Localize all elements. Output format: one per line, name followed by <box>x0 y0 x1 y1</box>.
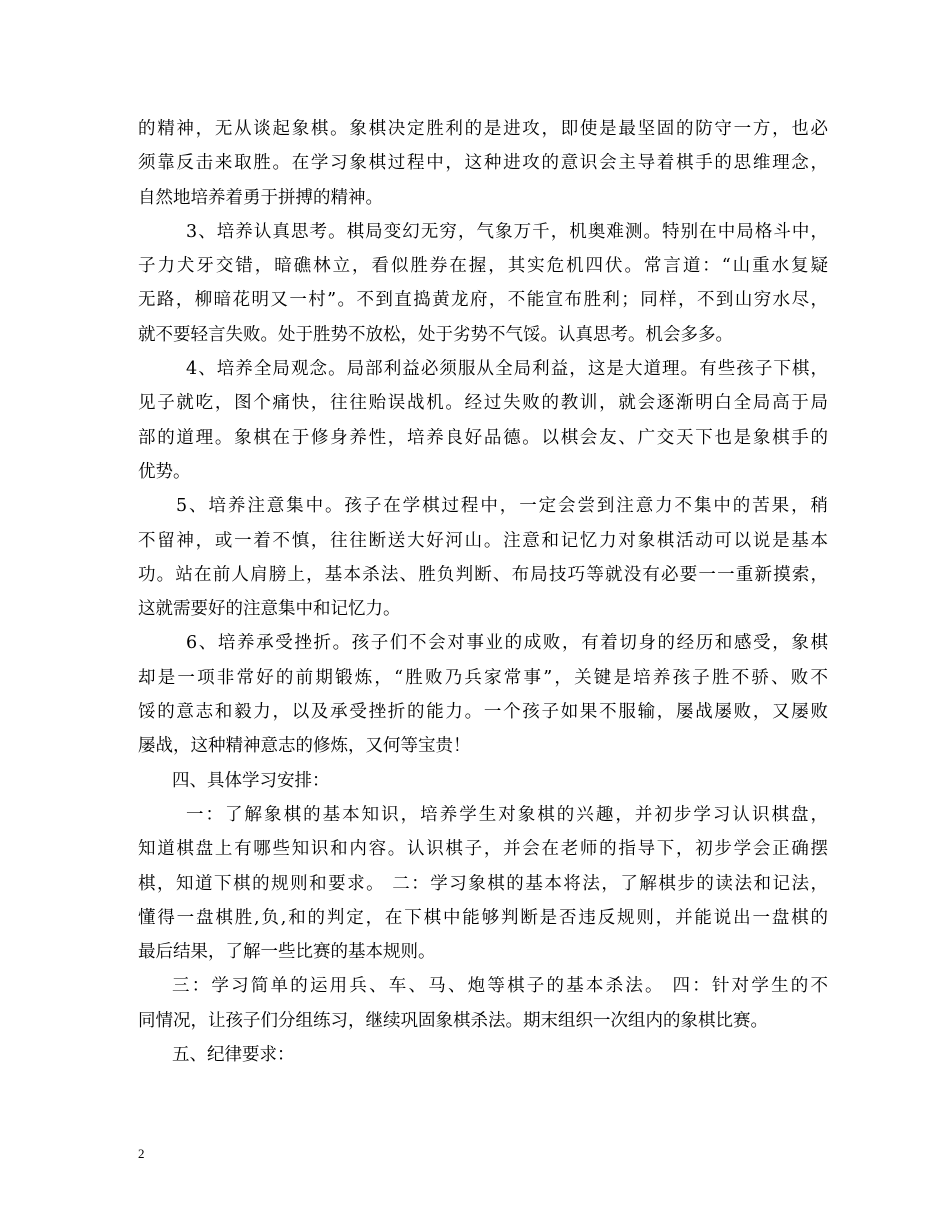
text-line: 棋，知道下棋的规则和要求。 二：学习象棋的基本将法，了解棋步的读法和记法， <box>138 873 828 894</box>
body-text <box>138 112 828 1072</box>
text-line: 就不要轻言失败。处于胜势不放松，处于劣势不气馁。认真思考。机会多多。 <box>138 324 733 345</box>
text-line: 五、纪律要求： <box>172 1045 295 1066</box>
text-line: 部的道理。象棋在于修身养性，培养良好品德。以棋会友、广交天下也是象棋手的 <box>138 427 828 448</box>
text-line: 三：学习简单的运用兵、车、马、炮等棋子的基本杀法。 四：针对学生的不 <box>172 976 828 997</box>
text-line: 同情况，让孩子们分组练习，继续巩固象棋杀法。期末组织一次组内的象棋比赛。 <box>138 1010 768 1031</box>
page-number: 2 <box>138 1146 145 1161</box>
text-line: 的精神，无从谈起象棋。象棋决定胜利的是进攻，即使是最坚固的防守一方，也必 <box>138 119 828 139</box>
text-line: 自然地培养着勇于拼搏的精神。 <box>138 187 383 208</box>
text-line: 6、培养承受挫折。孩子们不会对事业的成败，有着切身的经历和感受，象棋 <box>186 633 828 654</box>
text-line: 子力犬牙交错，暗礁林立，看似胜券在握，其实危机四伏。常言道：“山重水复疑 <box>138 256 828 277</box>
text-line: 最后结果，了解一些比赛的基本规则。 <box>138 942 436 963</box>
text-line: 不留神，或一着不慎，往往断送大好河山。注意和记忆力对象棋活动可以说是基本 <box>138 530 828 551</box>
text-line: 3、培养认真思考。棋局变幻无穷，气象万千，机奥难测。特别在中局格斗中， <box>186 221 828 242</box>
text-line: 无路，柳暗花明又一村”。不到直捣黄龙府，不能宣布胜利；同样，不到山穷水尽， <box>138 290 828 311</box>
text-line: 却是一项非常好的前期锻炼，“胜败乃兵家常事”，关键是培养孩子胜不骄、败不 <box>138 667 828 688</box>
text-line: 这就需要好的注意集中和记忆力。 <box>138 599 401 620</box>
text-line: 功。站在前人肩膀上，基本杀法、胜负判断、布局技巧等就没有必要一一重新摸索， <box>138 564 828 585</box>
text-line: 知道棋盘上有哪些知识和内容。认识棋子，并会在老师的指导下，初步学会正确摆 <box>138 839 828 860</box>
text-line: 见子就吃，图个痛快，往往贻误战机。经过失败的教训，就会逐渐明白全局高于局 <box>138 393 828 414</box>
text-line: 优势。 <box>138 461 191 482</box>
text-line: 5、培养注意集中。孩子在学棋过程中，一定会尝到注意力不集中的苦果，稍 <box>176 496 828 517</box>
text-line: 4、培养全局观念。局部利益必须服从全局利益，这是大道理。有些孩子下棋， <box>186 359 828 380</box>
text-line: 屡战，这种精神意志的修炼，又何等宝贵！ <box>138 736 471 757</box>
text-line: 一：了解象棋的基本知识，培养学生对象棋的兴趣，并初步学习认识棋盘， <box>186 804 828 825</box>
text-line: 四、具体学习安排： <box>172 770 330 791</box>
text-line: 须靠反击来取胜。在学习象棋过程中，这种进攻的意识会主导着棋手的思维理念， <box>138 153 828 174</box>
text-line: 馁的意志和毅力，以及承受挫折的能力。一个孩子如果不服输，屡战屡败，又屡败 <box>138 702 828 723</box>
text-line: 懂得一盘棋胜,负,和的判定，在下棋中能够判断是否违反规则，并能说出一盘棋的 <box>138 907 828 928</box>
